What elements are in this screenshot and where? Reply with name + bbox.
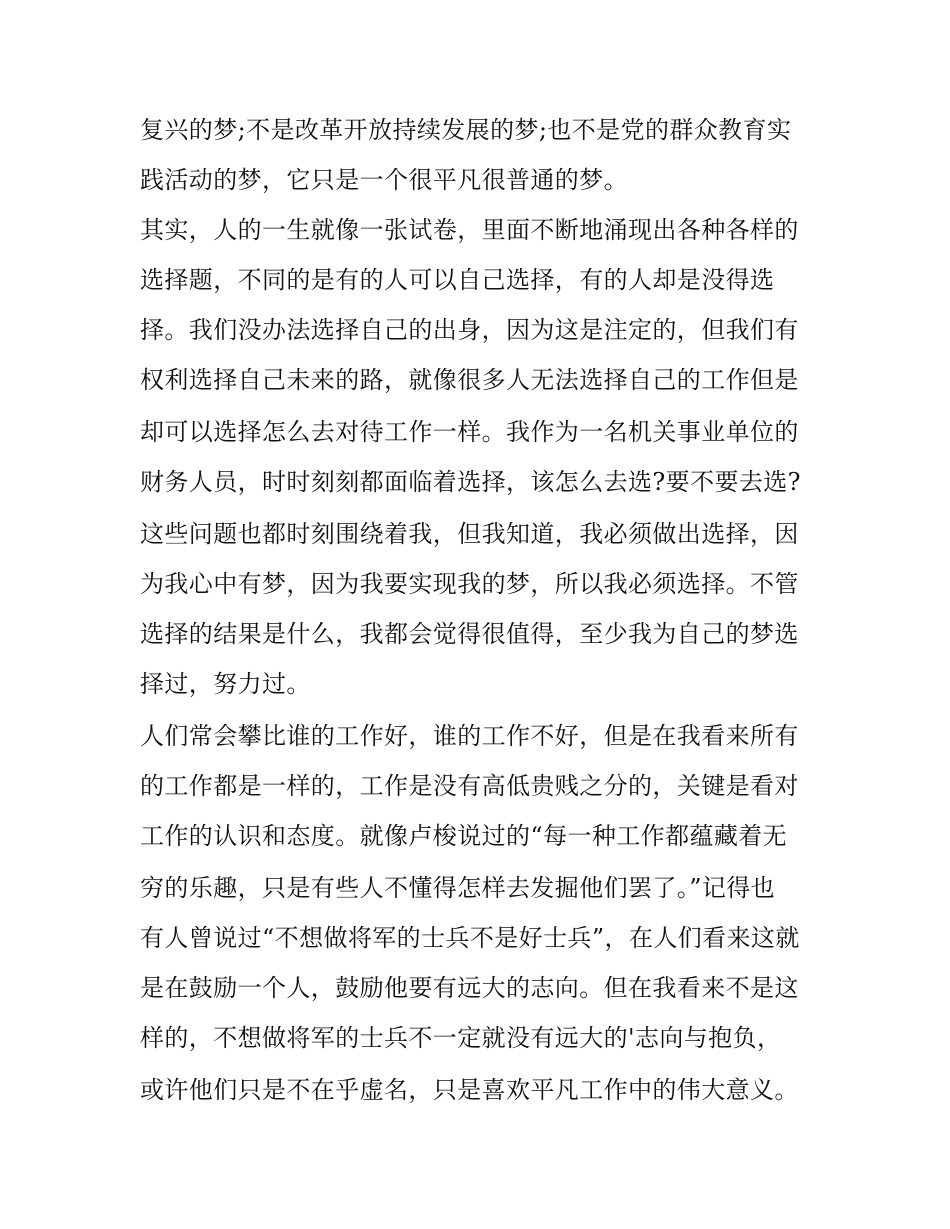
text-line: 的工作都是一样的，工作是没有高低贵贱之分的，关键是看对 <box>140 772 799 800</box>
text-line: 为我心中有梦，因为我要实现我的梦，所以我必须选择。不管 <box>140 570 799 598</box>
text-line: 却可以选择怎么去对待工作一样。我作为一名机关事业单位的 <box>140 418 799 446</box>
text-line: 践活动的梦，它只是一个很平凡很普通的梦。 <box>140 166 628 194</box>
text-line: 样的，不想做将军的士兵不一定就没有远大的'志向与抱负， <box>140 1024 782 1052</box>
text-line: 有人曾说过“不想做将军的士兵不是好士兵”，在人们看来这就 <box>140 924 800 952</box>
text-line: 是在鼓励一个人，鼓励他要有远大的志向。但在我看来不是这 <box>140 974 799 1002</box>
text-line: 选择题，不同的是有的人可以自己选择，有的人却是没得选 <box>140 266 775 294</box>
text-line: 复兴的梦;不是改革开放持续发展的梦;也不是党的群众教育实 <box>140 116 792 144</box>
text-line: 工作的认识和态度。就像卢梭说过的“每一种工作都蕴藏着无 <box>140 822 788 850</box>
text-line: 择。我们没办法选择自己的出身，因为这是注定的，但我们有 <box>140 316 799 344</box>
text-line: 这些问题也都时刻围绕着我，但我知道，我必须做出选择，因 <box>140 520 799 548</box>
text-line: 择过，努力过。 <box>140 670 311 698</box>
text-line: 其实，人的一生就像一张试卷，里面不断地涌现出各种各样的 <box>140 216 799 244</box>
text-line: 财务人员，时时刻刻都面临着选择，该怎么去选?要不要去选? <box>140 468 801 496</box>
text-line: 人们常会攀比谁的工作好，谁的工作不好，但是在我看来所有 <box>140 722 799 750</box>
text-line: 选择的结果是什么，我都会觉得很值得，至少我为自己的梦选 <box>140 620 799 648</box>
text-line: 穷的乐趣，只是有些人不懂得怎样去发掘他们罢了。”记得也 <box>140 874 776 902</box>
text-line: 权利选择自己未来的路，就像很多人无法选择自己的工作但是 <box>140 366 799 394</box>
text-line: 或许他们只是不在乎虚名，只是喜欢平凡工作中的伟大意义。 <box>140 1076 799 1104</box>
